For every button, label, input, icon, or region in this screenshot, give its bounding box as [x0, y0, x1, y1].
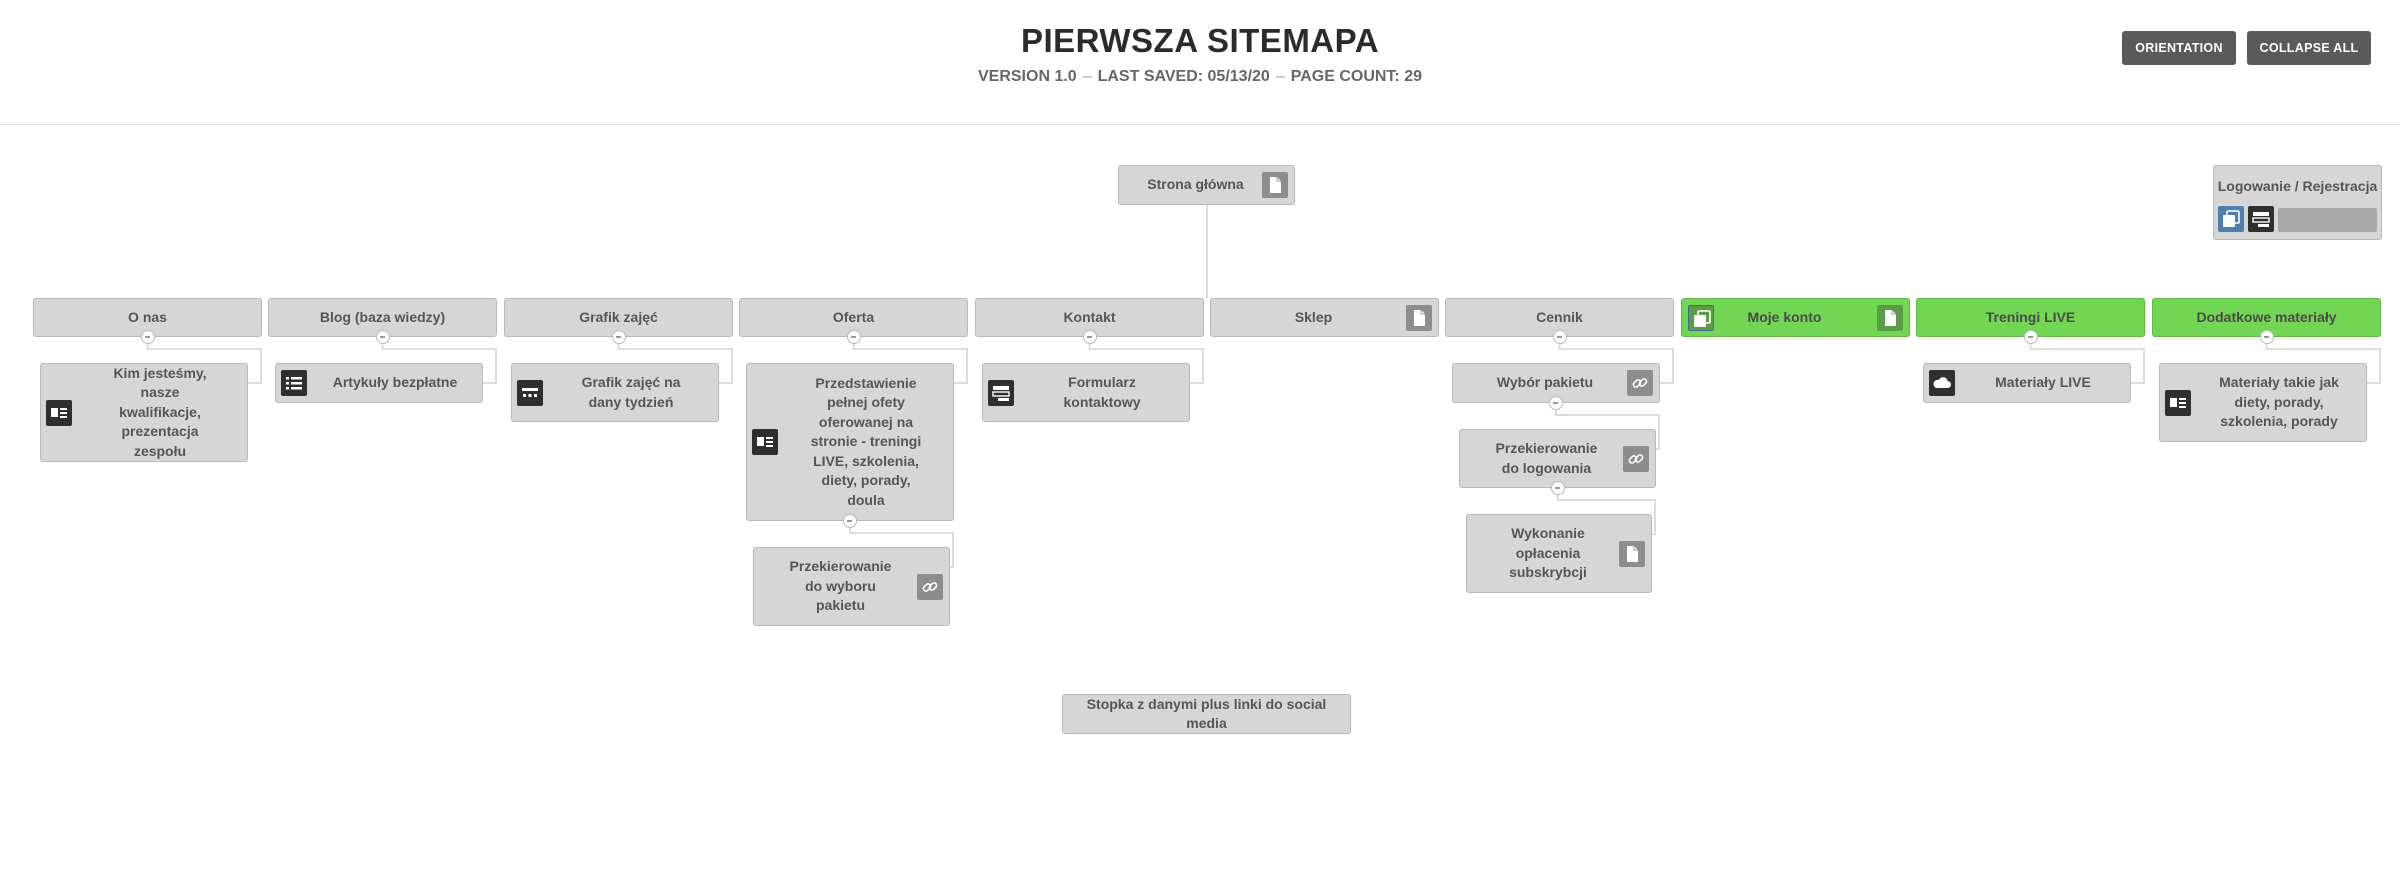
node-label: Strona główna	[1147, 176, 1244, 193]
child-node-wykonanie-oplacenia-subskryb[interactable]	[1466, 514, 1652, 593]
node-label: Przekierowanie do logowania	[1495, 440, 1598, 476]
child-node-grafik-zajec-na-dany-tydzien[interactable]	[511, 363, 719, 422]
node-label: Wybór pakietu	[1496, 374, 1594, 391]
node-label: Przekierowanie do wyboru pakietu	[789, 558, 892, 614]
node-label: Moje konto	[1747, 308, 1822, 325]
footer-node[interactable]	[1062, 694, 1351, 734]
collapse-toggle[interactable]	[376, 330, 390, 344]
node-label: Artykuły bezpłatne	[332, 374, 458, 391]
collapse-toggle[interactable]	[2024, 330, 2038, 344]
node-label: Grafik zajęć	[579, 308, 658, 325]
node-label: Cennik	[1536, 308, 1583, 325]
page-icon	[1262, 172, 1288, 198]
link-icon	[1623, 446, 1649, 472]
page-icon	[1877, 305, 1903, 331]
collapse-all-button[interactable]: COLLAPSE ALL	[2247, 31, 2371, 65]
node-label: Logowanie / Rejestracja	[2217, 178, 2378, 194]
meta-separator: –	[1082, 68, 1092, 85]
section-node-sklep[interactable]	[1210, 298, 1439, 337]
link-icon	[917, 574, 943, 600]
version-text: VERSION 1.0	[977, 68, 1077, 85]
child-node-kim-jestesmy-nasze-kwalifika[interactable]	[40, 363, 248, 462]
home-node[interactable]	[1118, 165, 1295, 205]
node-label: Materiały LIVE	[1995, 374, 2091, 391]
link-icon	[1627, 370, 1653, 396]
page-title: PIERWSZA SITEMAPA	[1020, 22, 1380, 59]
node-label: Blog (baza wiedzy)	[319, 308, 446, 325]
child-node-przekierowanie-do-logowania[interactable]	[1459, 429, 1656, 488]
child-node-formularz-kontaktowy[interactable]	[982, 363, 1190, 422]
child-node-przekierowanie-do-wyboru-pak[interactable]	[753, 547, 950, 626]
collapse-toggle[interactable]	[843, 514, 857, 528]
last-saved-text: LAST SAVED: 05/13/20	[1097, 68, 1270, 85]
page-icon	[1406, 305, 1432, 331]
utility-node-login[interactable]	[2213, 165, 2382, 240]
collapse-toggle[interactable]	[2260, 330, 2274, 344]
node-label: Przedstawienie pełnej ofety oferowanej na stronie - treningi LIVE, szkolenia, diety, porady, doula	[810, 374, 922, 508]
window-icon	[2218, 206, 2244, 232]
node-label: Formularz kontaktowy	[1063, 374, 1141, 410]
collapse-toggle[interactable]	[847, 330, 861, 344]
text-block-icon	[752, 429, 778, 455]
node-label: Wykonanie opłacenia subskrybcji	[1509, 525, 1587, 581]
collapse-toggle[interactable]	[1549, 396, 1563, 410]
node-label: Sklep	[1294, 308, 1333, 325]
child-node-przedstawienie-pelnej-ofety-[interactable]	[746, 363, 954, 521]
section-node-moje-konto[interactable]	[1681, 298, 1910, 337]
text-block-icon	[46, 400, 72, 426]
orientation-button[interactable]: ORIENTATION	[2122, 31, 2236, 65]
child-node-artykuly-bezplatne[interactable]	[275, 363, 483, 403]
node-label: Grafik zajęć na dany tydzień	[581, 374, 681, 410]
cloud-icon	[1929, 370, 1955, 396]
child-node-materialy-live[interactable]	[1923, 363, 2131, 403]
node-label: Kim jesteśmy, nasze kwalifikacje, prezentacja zespołu	[113, 364, 207, 459]
page-count-text: PAGE COUNT: 29	[1290, 68, 1422, 85]
page-icon	[1619, 541, 1645, 567]
node-label: Treningi LIVE	[1985, 308, 2076, 325]
form-icon	[2248, 206, 2274, 232]
list-icon	[281, 370, 307, 396]
node-label: Dodatkowe materiały	[2196, 308, 2337, 325]
placeholder-bar	[2278, 208, 2377, 232]
collapse-toggle[interactable]	[141, 330, 155, 344]
collapse-toggle[interactable]	[612, 330, 626, 344]
node-label: Materiały takie jak diety, porady, szkolenia, porady	[2219, 374, 2339, 430]
window-icon	[1688, 305, 1714, 331]
calendar-icon	[517, 380, 543, 406]
node-label: Stopka z danymi plus linki do social media	[1086, 695, 1327, 731]
child-node-materialy-takie-jak-diety-po[interactable]	[2159, 363, 2367, 442]
collapse-toggle[interactable]	[1553, 330, 1567, 344]
meta-separator: –	[1275, 68, 1285, 85]
form-icon	[988, 380, 1014, 406]
collapse-toggle[interactable]	[1551, 481, 1565, 495]
node-label: Kontakt	[1063, 308, 1116, 325]
text-block-icon	[2165, 390, 2191, 416]
node-label: Oferta	[832, 308, 875, 325]
node-label: O nas	[128, 308, 167, 325]
collapse-toggle[interactable]	[1083, 330, 1097, 344]
